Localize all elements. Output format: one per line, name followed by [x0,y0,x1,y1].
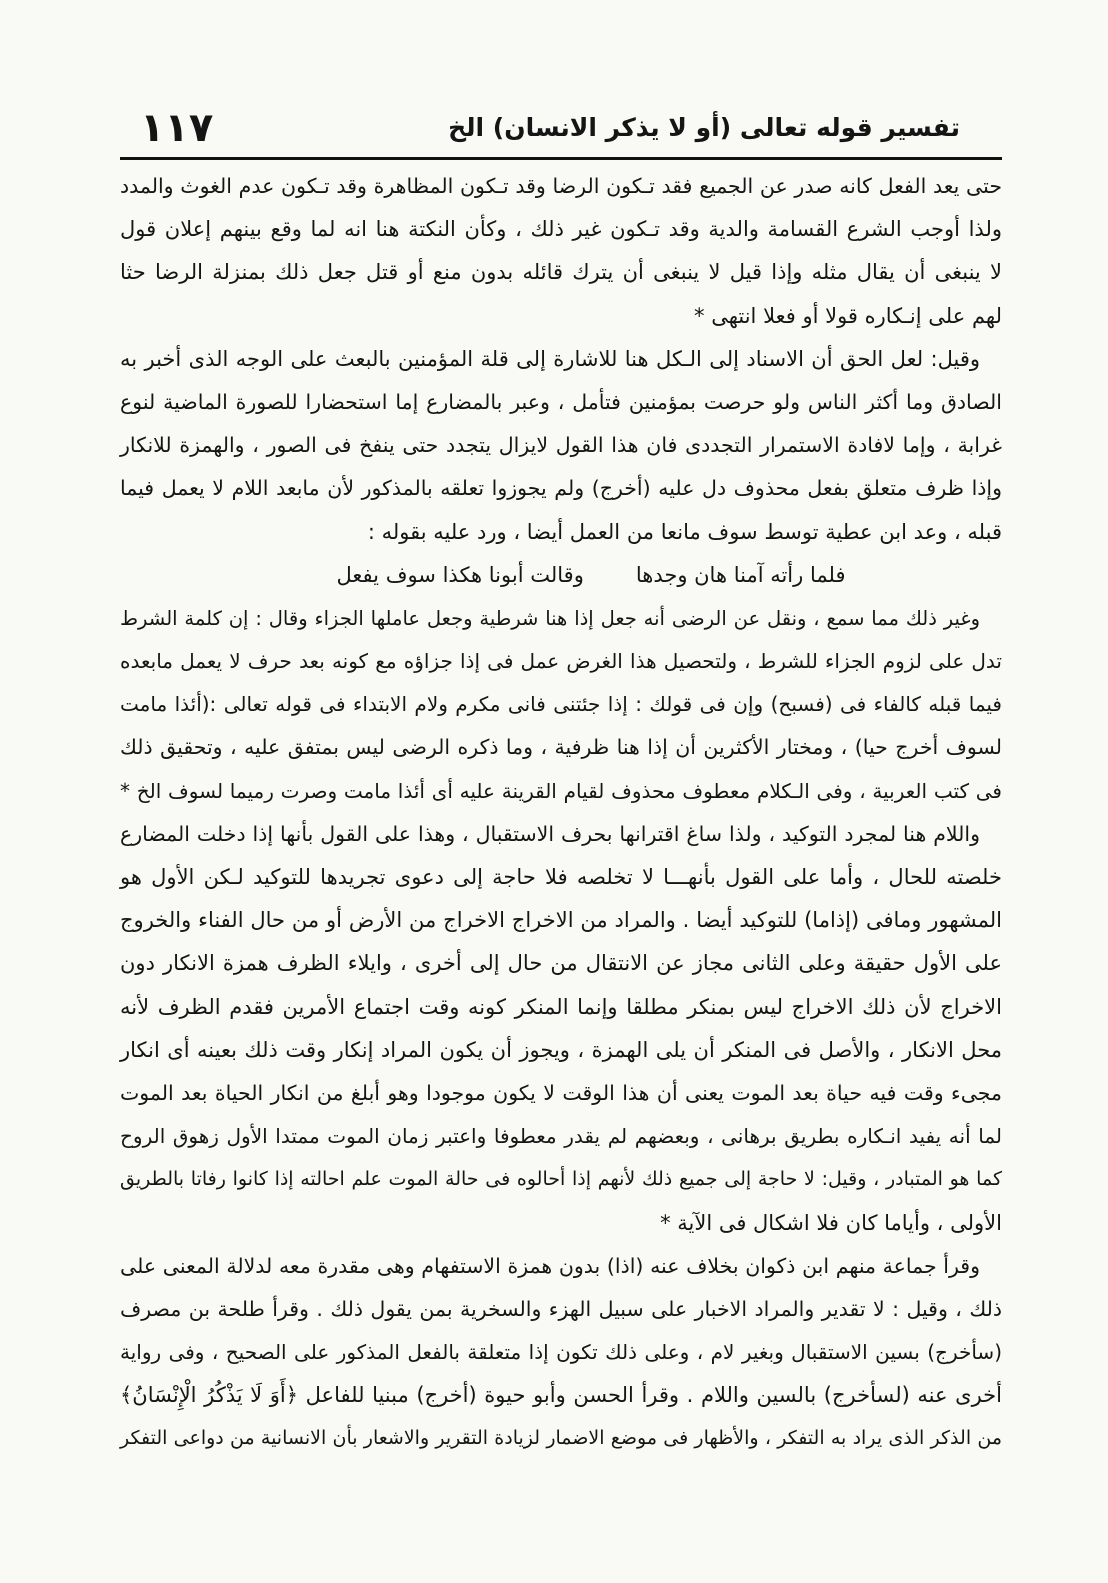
text-line: مجىء وقت فيه حياة بعد الموت يعنى أن هذا الوقت لا يكون موجودا وهو أبلغ من انكار الحياة بعد الموت [120,1080,1002,1105]
paragraph [120,338,1002,554]
paragraph [120,165,1002,338]
text-line: الاخراج لأن ذلك الاخراج ليس بمنكر مطلقا وإنما المنكر كونه وقت اجتماع الأمرين فقدم الظرف لأنه [120,994,1002,1019]
text-line: محل الانكار ، والأصل فى المنكر أن يلى الهمزة ، ويجوز أن يكون المراد إنكار وقت ذلك بعينه أى انكار [120,1037,1002,1062]
text-line: غرابة ، وإما لافادة الاستمرار التجددى فان هذا القول لايزال يتجدد حتى ينفخ فى الصور ، والهمزة للانكار [120,433,1002,458]
text-line: حتى يعد الفعل كانه صدر عن الجميع فقد تـكون الرضا وقد تـكون المظاهرة وقد تـكون عدم الغوث والمدد [120,174,1002,198]
text-line: وقيل: لعل الحق أن الاسناد إلى الـكل هنا للاشارة إلى قلة المؤمنين بالبعث على الوجه الذى أخبر به [120,346,980,371]
running-header [120,100,1002,156]
text-line: خلصته للحال ، وأما على القول بأنهـــا لا تخلصه فلا حاجة إلى دعوى تجريدها للتوكيد لـكن الأول هو [120,865,1002,889]
text-line: المشهور ومافى (إذاما) للتوكيد أيضا . والمراد من الاخراج الاخراج من الأرض أو من حال الفناء والخروج [120,908,1002,933]
text-line: أخرى عنه (لسأخرج) بالسين واللام . وقرأ الحسن وأبو حيوة (أخرج) مبنيا للفاعل ﴿أَوَ لَا يَذْكُرُ الْإِنْسَانُ﴾ [120,1383,1002,1408]
text-line: من الذكر الذى يراد به التفكر ، والأظهار فى موضع الاضمار لزيادة التقرير والاشعار بأن الانسانية من دواعى التفكر [120,1427,1002,1450]
text-line: فى كتب العربية ، وفى الـكلام معطوف محذوف لقيام القرينة عليه أى أئذا مامت وصرت رميما لسوف الخ * [120,778,1002,803]
text-line: وإذا ظرف متعلق بفعل محذوف دل عليه (أخرج) ولم يجوزوا تعلقه بالمذكور لأن مابعد اللام لا يعمل فيما [120,476,1002,501]
text-line: لما أنه يفيد انـكاره بطريق برهانى ، وبعضهم لم يقدر معطوفا واعتبر زمان الموت ممتدا الأول زهوق الروح [120,1124,1002,1149]
text-line: وقرأ جماعة منهم ابن ذكوان بخلاف عنه (اذا) بدون همزة الاستفهام وهى مقدرة معه لدلالة المعنى على [120,1253,980,1278]
text-line: وغير ذلك مما سمع ، ونقل عن الرضى أنه جعل إذا هنا شرطية وجعل عاملها الجزاء وقال : إن كلمة الشرط [120,606,980,630]
text-line: الأولى ، وأياما كان فلا اشكال فى الآية * [660,1210,1002,1235]
text-line: كما هو المتبادر ، وقيل: لا حاجة إلى جميع ذلك لأنهم إذا أحالوه فى حالة الموت علم احالته إذا كانوا رفاتا بالطريق [120,1168,1002,1191]
body-text [120,165,1002,1461]
text-line: ولذا أوجب الشرع القسامة والدية وقد تـكون غير ذلك ، وكأن النكتة هنا انه لما وقع بينهم إعلان قول [120,217,1002,242]
text-line: لسوف أخرج حيا) ، ومختار الأكثرين أن إذا هنا ظرفية ، وما ذكره الرضى ليس بمتفق عليه ، وتحقيق ذلك [120,735,1002,760]
text-line: (سأخرج) بسين الاستقبال وبغير لام ، وعلى ذلك تكون إذا متعلقة بالفعل المذكور على الصحيح ، وفى رواية [120,1340,1002,1365]
verse-second-hemistich: وقالت أبونا هكذا سوف يفعل [336,562,584,587]
paragraph [120,597,1002,813]
text-line: ذلك ، وقيل : لا تقدير والمراد الاخبار على سبيل الهزء والسخرية بمن يقول ذلك . وقرأ طلحة بن مصرف [120,1296,1002,1321]
text-line: لا ينبغى أن يقال مثله وإذا قيل لا ينبغى أن يترك قائله بدون منع أو قتل جعل ذلك بمنزلة الرضا حثا [120,260,1002,285]
paragraph [120,813,1002,1245]
text-line: على الأول حقيقة وعلى الثانى مجاز عن الانتقال من حال إلى أخرى ، وايلاء الظرف همزة الانكار دون [120,951,1002,976]
header-rule [120,157,1002,160]
text-line: لهم على إنـكاره قولا أو فعلا انتهى * [694,303,1002,328]
paragraph [120,1245,1002,1461]
page-number: ١١٧ [140,105,214,151]
text-line: تدل على لزوم الجزاء للشرط ، ولتحصيل هذا الغرض عمل فى إذا جزاؤه مع كونه بعد حرف لا يعمل مابعده [120,649,1002,674]
text-line: قبله ، وعد ابن عطية توسط سوف مانعا من العمل أيضا ، ورد عليه بقوله : [367,519,1002,544]
poetry-verse [120,554,1002,597]
text-line: فيما قبله كالفاء فى (فسبح) وإن فى قولك : إذا جئتنى فانى مكرم ولام الابتداء فى قوله تعالى :(أئذا مامت [120,692,1002,717]
header-title: تفسير قوله تعالى (أو لا يذكر الانسان) الخ [448,113,960,142]
text-line: واللام هنا لمجرد التوكيد ، ولذا ساغ اقترانها بحرف الاستقبال ، وهذا على القول بأنها إذا دخلت المضارع [120,821,980,846]
verse-first-hemistich: فلما رأته آمنا هان وجدها [635,562,846,587]
text-line: الصادق وما أكثر الناس ولو حرصت بمؤمنين فتأمل ، وعبر بالمضارع إما استحضارا للصورة الماضية لنوع [120,389,1002,414]
